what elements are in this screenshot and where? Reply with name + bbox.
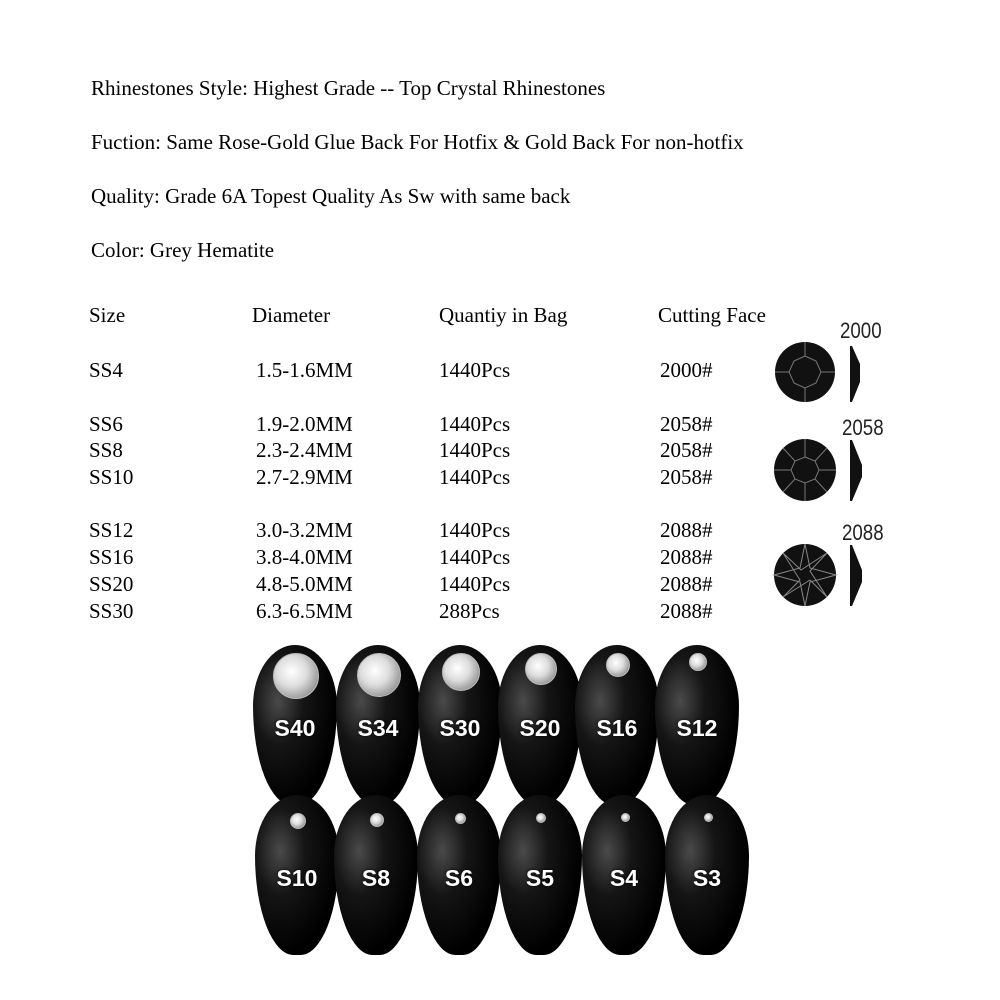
rhinestone — [621, 813, 630, 822]
cell-size: SS10 — [89, 465, 134, 489]
rhinestone — [273, 653, 319, 699]
nail-sample — [253, 645, 337, 805]
rhinestone — [290, 813, 306, 829]
cell-size: SS16 — [89, 545, 134, 569]
color-text: Color: Grey Hematite — [91, 238, 275, 262]
header-cutting-face: Cutting Face — [658, 303, 766, 327]
cell-quantity: 1440Pcs — [439, 465, 511, 489]
cut-2000-icon — [770, 340, 865, 405]
rhinestone — [704, 813, 713, 822]
nail-sample — [418, 645, 502, 805]
nail-sample — [336, 645, 420, 805]
nail-sample — [655, 645, 739, 805]
nail-size-label: S20 — [519, 715, 561, 741]
cell-cutting-face: 2000# — [660, 358, 713, 382]
cut-label-2000: 2000 — [840, 318, 882, 343]
nail-size-label: S6 — [444, 865, 474, 891]
nail-sample — [334, 795, 418, 955]
cell-quantity: 1440Pcs — [439, 438, 511, 462]
cut-label-2088: 2088 — [842, 520, 884, 545]
cell-quantity: 1440Pcs — [439, 572, 511, 596]
nail-sample — [498, 645, 582, 805]
nail-size-label: S3 — [692, 865, 722, 891]
cell-diameter: 3.8-4.0MM — [256, 545, 353, 569]
cell-cutting-face: 2088# — [660, 518, 713, 542]
nail-size-label: S30 — [439, 715, 481, 741]
nail-sample — [255, 795, 339, 955]
nail-sample — [498, 795, 582, 955]
cell-diameter: 4.8-5.0MM — [256, 572, 353, 596]
nail-sample — [417, 795, 501, 955]
cell-diameter: 2.3-2.4MM — [256, 438, 353, 462]
rhinestone — [689, 653, 707, 671]
nail-size-label: S12 — [676, 715, 718, 741]
nail-size-label: S10 — [276, 865, 318, 891]
cell-quantity: 1440Pcs — [439, 358, 511, 382]
cut-2088-icon — [770, 540, 865, 610]
quality-text: Quality: Grade 6A Topest Quality As Sw with same back — [91, 184, 571, 208]
nail-size-label: S4 — [609, 865, 639, 891]
rhinestone — [357, 653, 401, 697]
cut-2058-icon — [770, 435, 865, 505]
nail-size-label: S34 — [357, 715, 399, 741]
cell-diameter: 1.5-1.6MM — [256, 358, 353, 382]
cell-quantity: 1440Pcs — [439, 518, 511, 542]
rhinestone — [606, 653, 630, 677]
cell-size: SS6 — [89, 412, 123, 436]
cell-quantity: 1440Pcs — [439, 412, 511, 436]
cell-cutting-face: 2088# — [660, 545, 713, 569]
cell-quantity: 288Pcs — [439, 599, 500, 623]
cell-size: SS30 — [89, 599, 134, 623]
nail-sample — [582, 795, 666, 955]
cell-size: SS20 — [89, 572, 134, 596]
nail-sample — [665, 795, 749, 955]
rhinestone — [370, 813, 384, 827]
cell-quantity: 1440Pcs — [439, 545, 511, 569]
cell-cutting-face: 2058# — [660, 412, 713, 436]
nail-size-label: S16 — [596, 715, 638, 741]
cell-cutting-face: 2058# — [660, 465, 713, 489]
header-diameter: Diameter — [252, 303, 331, 327]
cut-label-2058: 2058 — [842, 415, 884, 440]
header-quantity: Quantiy in Bag — [439, 303, 568, 327]
nail-size-label: S40 — [274, 715, 316, 741]
cell-diameter: 1.9-2.0MM — [256, 412, 353, 436]
cell-size: SS12 — [89, 518, 134, 542]
cell-cutting-face: 2088# — [660, 599, 713, 623]
rhinestone — [536, 813, 546, 823]
rhinestone — [525, 653, 557, 685]
nail-size-label: S8 — [361, 865, 391, 891]
cell-size: SS8 — [89, 438, 123, 462]
cell-diameter: 6.3-6.5MM — [256, 599, 353, 623]
rhinestone — [442, 653, 480, 691]
rhinestone — [455, 813, 466, 824]
nail-size-label: S5 — [525, 865, 555, 891]
style-text: Rhinestones Style: Highest Grade -- Top Crystal Rhinestones — [91, 76, 606, 100]
cell-cutting-face: 2058# — [660, 438, 713, 462]
nail-sample — [575, 645, 659, 805]
cell-size: SS4 — [89, 358, 123, 382]
header-size: Size — [89, 303, 126, 327]
cell-diameter: 2.7-2.9MM — [256, 465, 353, 489]
function-text: Fuction: Same Rose-Gold Glue Back For Hotfix & Gold Back For non-hotfix — [91, 130, 744, 154]
cell-diameter: 3.0-3.2MM — [256, 518, 353, 542]
cell-cutting-face: 2088# — [660, 572, 713, 596]
